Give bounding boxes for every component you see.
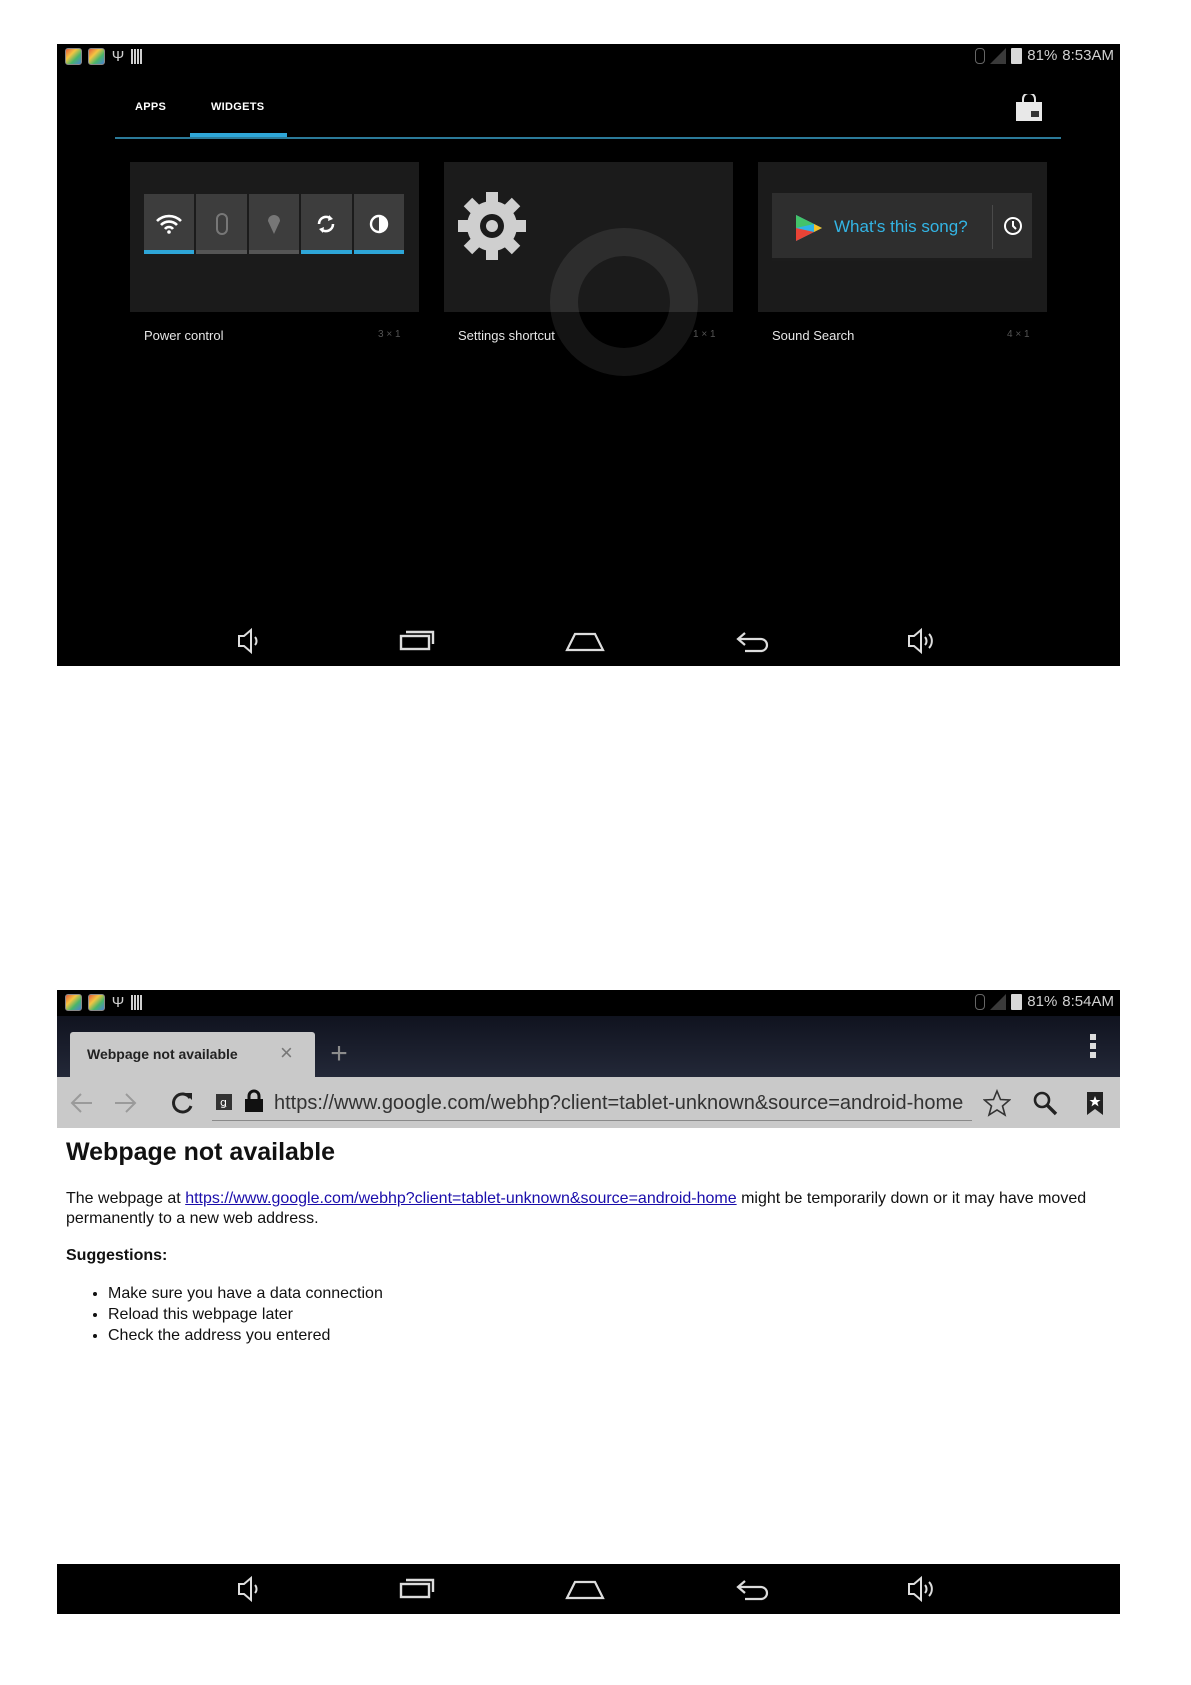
battery-icon bbox=[1011, 994, 1022, 1010]
tab-apps[interactable]: APPS bbox=[135, 101, 167, 113]
desc-suffix: might be temporarily down or it may have moved permanently to a new web address. bbox=[66, 1190, 1087, 1227]
list-item: • Make sure you have a data connection bbox=[108, 1283, 1111, 1304]
failed-url-link[interactable]: https://www.google.com/webhp?client=tablet-unknown&source=android-home bbox=[185, 1190, 737, 1207]
widget-label: Settings shortcut bbox=[458, 328, 555, 343]
recent-apps-icon[interactable] bbox=[397, 624, 437, 658]
volume-down-icon[interactable] bbox=[229, 624, 269, 658]
back-icon[interactable] bbox=[733, 1572, 773, 1606]
clock: 8:53AM bbox=[1062, 47, 1114, 64]
recent-apps-icon[interactable] bbox=[397, 1572, 437, 1606]
app-notification-icon bbox=[88, 994, 105, 1011]
widget-sound-search[interactable] bbox=[758, 162, 1047, 312]
volume-up-icon[interactable] bbox=[901, 624, 941, 658]
google-play-icon bbox=[794, 213, 824, 243]
whats-this-song-label: What's this song? bbox=[834, 217, 968, 236]
page-favicon-icon bbox=[215, 1093, 233, 1111]
location-icon bbox=[267, 213, 281, 235]
battery-icon bbox=[1011, 48, 1022, 64]
forward-arrow-icon[interactable] bbox=[112, 1089, 140, 1117]
star-bookmark-icon[interactable] bbox=[983, 1089, 1011, 1117]
lock-icon bbox=[243, 1088, 265, 1114]
navigation-bar bbox=[57, 1564, 1120, 1614]
url-text: https://www.google.com/webhp?client=tablet-unknown&source=android-home bbox=[274, 1092, 964, 1114]
app-notification-icon bbox=[88, 48, 105, 65]
error-description bbox=[66, 1189, 1111, 1229]
overflow-menu-icon[interactable] bbox=[1086, 1032, 1100, 1060]
widget-size: 1 × 1 bbox=[693, 329, 716, 340]
widget-label: Power control bbox=[144, 328, 224, 343]
wifi-toggle[interactable] bbox=[144, 194, 194, 254]
widgets-screen bbox=[57, 44, 1120, 666]
close-tab-icon[interactable]: × bbox=[280, 1040, 293, 1065]
sync-icon bbox=[315, 213, 337, 235]
reload-icon[interactable] bbox=[169, 1089, 197, 1117]
list-item: • Check the address you entered bbox=[108, 1325, 1111, 1346]
new-tab-button[interactable]: + bbox=[330, 1037, 348, 1070]
back-arrow-icon[interactable] bbox=[67, 1089, 95, 1117]
bluetooth-icon bbox=[975, 48, 985, 64]
bookmarks-icon[interactable] bbox=[1081, 1089, 1109, 1117]
power-toggle-strip bbox=[144, 194, 404, 254]
bluetooth-icon bbox=[975, 994, 985, 1010]
tab-divider bbox=[115, 137, 1061, 139]
app-notification-icon bbox=[65, 48, 82, 65]
gear-icon bbox=[456, 190, 528, 262]
navigation-bar bbox=[57, 616, 1120, 666]
history-clock-icon bbox=[1002, 215, 1024, 237]
signal-icon bbox=[990, 48, 1006, 64]
battery-percent: 81% bbox=[1027, 993, 1058, 1010]
page-content bbox=[57, 1128, 1120, 1564]
back-icon[interactable] bbox=[733, 624, 773, 658]
url-field[interactable] bbox=[212, 1085, 972, 1121]
svg-text:ǥ: ǥ bbox=[220, 1096, 227, 1109]
gear-background-icon bbox=[504, 202, 744, 402]
brightness-toggle[interactable] bbox=[354, 194, 404, 254]
gps-toggle[interactable] bbox=[249, 194, 299, 254]
divider bbox=[992, 205, 993, 249]
volume-down-icon[interactable] bbox=[229, 1572, 269, 1606]
browser-toolbar bbox=[57, 1077, 1120, 1128]
app-notification-icon bbox=[65, 994, 82, 1011]
widget-power-control[interactable] bbox=[130, 162, 419, 312]
usb-icon: Ψ bbox=[111, 994, 125, 1011]
home-icon[interactable] bbox=[565, 624, 605, 658]
browser-tab[interactable] bbox=[70, 1032, 315, 1077]
tab-strip bbox=[57, 1016, 1120, 1077]
tab-title: Webpage not available bbox=[87, 1046, 238, 1062]
widget-settings-shortcut[interactable] bbox=[444, 162, 733, 312]
signal-icon bbox=[990, 994, 1006, 1010]
suggestions-heading: Suggestions: bbox=[66, 1247, 168, 1264]
volume-up-icon[interactable] bbox=[901, 1572, 941, 1606]
bluetooth-icon bbox=[216, 213, 228, 235]
list-item: • Reload this webpage later bbox=[108, 1304, 1111, 1325]
bluetooth-toggle[interactable] bbox=[196, 194, 246, 254]
suggestions-list bbox=[108, 1283, 1111, 1346]
widget-size: 4 × 1 bbox=[1007, 329, 1030, 340]
wifi-icon bbox=[156, 214, 182, 234]
battery-percent: 81% bbox=[1027, 47, 1058, 64]
home-icon[interactable] bbox=[565, 1572, 605, 1606]
widget-size: 3 × 1 bbox=[378, 329, 401, 340]
sync-toggle[interactable] bbox=[301, 194, 351, 254]
usb-icon: Ψ bbox=[111, 48, 125, 65]
clock: 8:54AM bbox=[1062, 993, 1114, 1010]
search-icon[interactable] bbox=[1031, 1089, 1059, 1117]
desc-prefix: The webpage at bbox=[66, 1190, 186, 1207]
tab-widgets[interactable]: WIDGETS bbox=[211, 101, 265, 113]
browser-window bbox=[57, 1016, 1120, 1564]
storage-icon bbox=[131, 49, 143, 64]
sound-search-bar bbox=[772, 193, 1032, 261]
status-bar bbox=[57, 990, 1120, 1016]
play-store-icon[interactable] bbox=[1014, 94, 1044, 121]
brightness-icon bbox=[369, 214, 389, 234]
status-bar bbox=[57, 44, 1120, 70]
browser-screen bbox=[57, 990, 1120, 1614]
widget-label: Sound Search bbox=[772, 328, 855, 343]
storage-icon bbox=[131, 995, 143, 1010]
page-title: Webpage not available bbox=[66, 1138, 336, 1166]
